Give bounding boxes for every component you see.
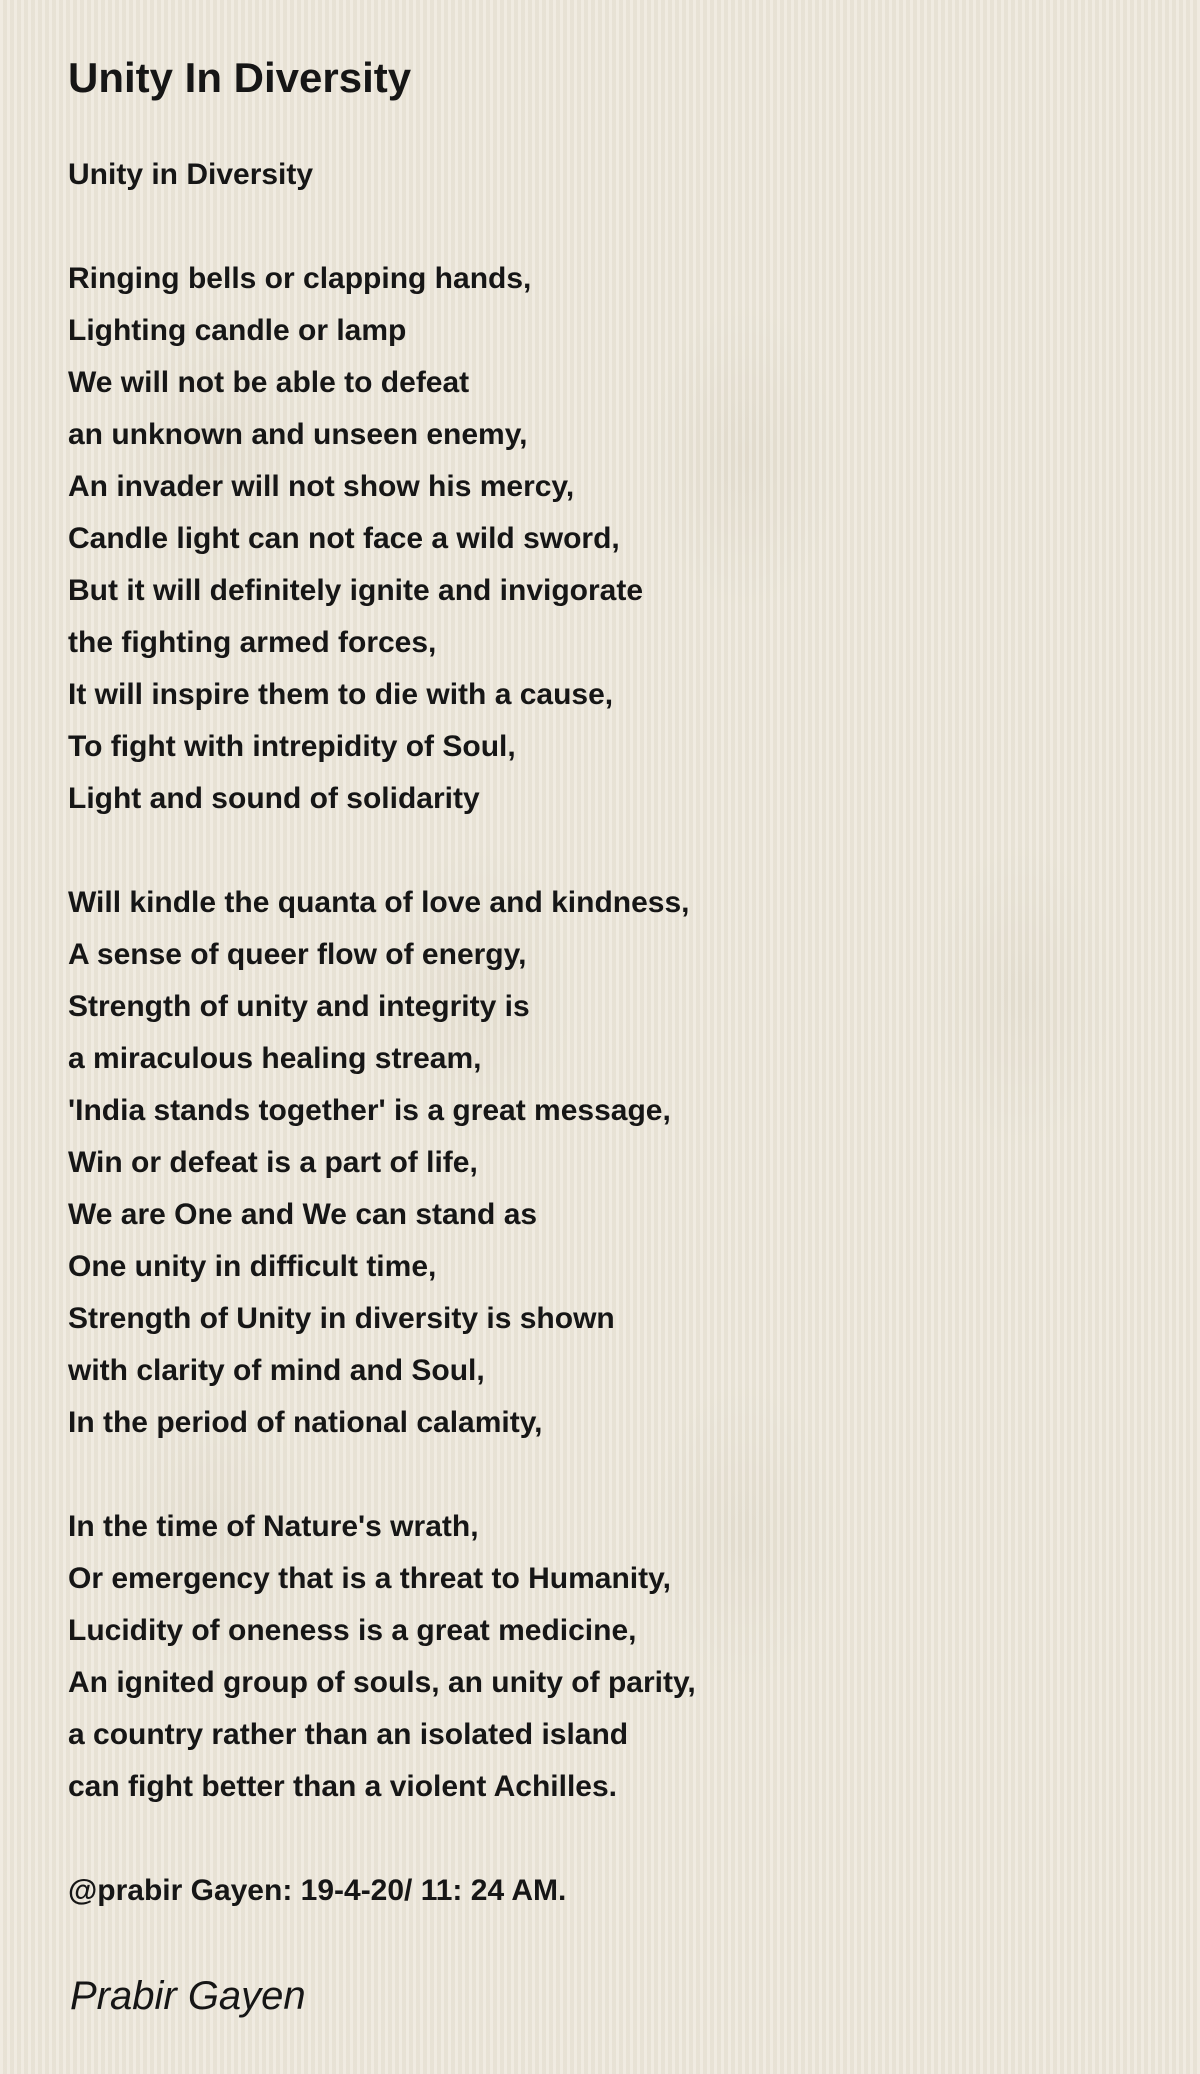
poem-line: But it will definitely ignite and invigorate [68, 574, 644, 607]
poem-line: To fight with intrepidity of Soul, [68, 730, 516, 763]
poem-line: An ignited group of souls, an unity of parity, [68, 1666, 696, 1699]
stanza-break [68, 825, 1128, 877]
poem-line: In the time of Nature's wrath, [68, 1510, 479, 1543]
poem-line: Or emergency that is a threat to Humanity, [68, 1562, 671, 1595]
poem-line: It will inspire them to die with a cause, [68, 678, 614, 711]
poem-line: We will not be able to defeat [68, 366, 470, 399]
poem-title: Unity In Diversity [68, 54, 412, 101]
poem-line: Strength of unity and integrity is [68, 990, 530, 1023]
poem-body [68, 149, 1128, 1917]
poem-line: Candle light can not face a wild sword, [68, 522, 620, 555]
stanza-break [68, 201, 1128, 253]
poem-line: a country rather than an isolated island [68, 1718, 629, 1751]
stanza-break [68, 1813, 1128, 1865]
poem-line: the fighting armed forces, [68, 626, 437, 659]
stanza-break [68, 1449, 1128, 1501]
poem-line: a miraculous healing stream, [68, 1042, 482, 1075]
poem-line: with clarity of mind and Soul, [68, 1354, 485, 1387]
poem-line: Lighting candle or lamp [68, 314, 407, 347]
poem-line: Unity in Diversity [68, 158, 314, 191]
poem-line: Ringing bells or clapping hands, [68, 262, 532, 295]
poem-line: In the period of national calamity, [68, 1406, 543, 1439]
poem-line: An invader will not show his mercy, [68, 470, 575, 503]
poem-line: A sense of queer flow of energy, [68, 938, 527, 971]
poem-line: We are One and We can stand as [68, 1198, 538, 1231]
poem-line: 'India stands together' is a great message, [68, 1094, 671, 1127]
poem-line: can fight better than a violent Achilles. [68, 1770, 617, 1803]
poem-line: an unknown and unseen enemy, [68, 418, 528, 451]
poem-line: Lucidity of oneness is a great medicine, [68, 1614, 637, 1647]
poem-line: @prabir Gayen: 19-4-20/ 11: 24 AM. [68, 1874, 567, 1907]
author-name: Prabir Gayen [70, 1974, 306, 2018]
poem-line: Win or defeat is a part of life, [68, 1146, 478, 1179]
poem-line: Will kindle the quanta of love and kindness, [68, 886, 690, 919]
poem-line: Light and sound of solidarity [68, 782, 480, 815]
poem-line: One unity in difficult time, [68, 1250, 437, 1283]
poem-line: Strength of Unity in diversity is shown [68, 1302, 615, 1335]
